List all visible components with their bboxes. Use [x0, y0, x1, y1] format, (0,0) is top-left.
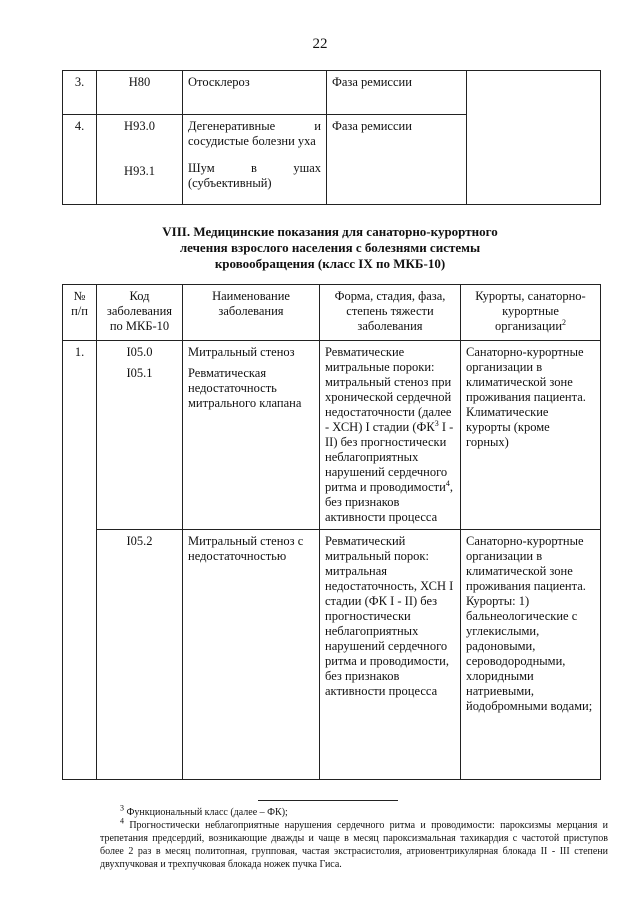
footnote-text: Прогностически неблагоприятные нарушения сердечного ритма и проводимости: пароксизмы мерцания и трепетания предсердий, возникающие дважды и чаще в месяц пароксизмальная тахикардия с частотой приступов более 2 раз в месяц политопная, групповая, частая экстрасистолия, атриовентрикулярная блокада II - III степени двухпучковая и трехпучковая блокада ножек пучка Гиса. — [100, 820, 608, 870]
section-title-line: VIII. Медицинские показания для санаторно-курортного — [162, 224, 498, 239]
disease-name: Митральный стеноз — [188, 345, 295, 359]
disease-name: Отосклероз — [183, 71, 327, 115]
icd-code: H93.0 — [124, 119, 155, 133]
header-code: Код заболевания по МКБ-10 — [97, 285, 183, 341]
header-num: № п/п — [63, 285, 97, 341]
footnote-4 — [100, 816, 608, 871]
icd-code: I05.0 — [126, 345, 153, 359]
header-name: Наименование заболевания — [183, 285, 320, 341]
resorts-description: Санаторно-курортные организации в климатической зоне проживания пациента. Курорты: 1) бальнеологические с углекислыми, радоновыми, сероводородными, хлоридными натриевыми, йодобромными водами; — [461, 530, 601, 780]
icd-codes — [97, 341, 183, 530]
table-circulatory — [62, 284, 601, 780]
footnote-divider — [258, 800, 398, 801]
footnote-mark: 4 — [120, 816, 124, 826]
icd-code: H93.1 — [124, 164, 155, 178]
header-resorts-text: Курорты, санаторно-курортные организации — [475, 289, 586, 333]
form-text: , без признаков активности процесса — [325, 480, 453, 524]
icd-codes — [97, 115, 183, 205]
disease-name: Митральный стеноз с недостаточностью — [183, 530, 320, 780]
table-otology — [62, 70, 601, 205]
row-number: 1. — [63, 341, 97, 780]
disease-names — [183, 115, 327, 205]
disease-name: Ревматическая недостаточность митрального клапана — [188, 366, 302, 410]
table-header-row — [63, 285, 601, 341]
form-text: Ревматические митральные пороки: митральный стеноз при хронической сердечной недостаточности (далее - ХСН) I стадии (ФК — [325, 345, 452, 434]
phase: Фаза ремиссии — [327, 71, 467, 115]
disease-names — [183, 341, 320, 530]
phase: Фаза ремиссии — [327, 115, 467, 205]
header-resorts — [461, 285, 601, 341]
row-number: 4. — [63, 115, 97, 205]
form-description: Ревматический митральный порок: митральная недостаточность, ХСН I стадии (ФК I - II) без прогностически неблагоприятных нарушений сердечного ритма и проводимости, без признаков активности процесса — [320, 530, 461, 780]
footnote-ref: 2 — [562, 317, 567, 327]
row-number: 3. — [63, 71, 97, 115]
table-row — [63, 71, 601, 115]
disease-name: Дегенеративные и сосудистые болезни уха — [188, 119, 321, 148]
resorts-cell — [467, 71, 601, 205]
footnote-mark: 3 — [120, 803, 124, 813]
form-text: I - II) без прогностически неблагоприятных нарушений сердечного ритма и проводимости — [325, 420, 454, 494]
resorts-description: Санаторно-курортные организации в климатической зоне проживания пациента. Климатические курорты (кроме горных) — [461, 341, 601, 530]
footnote-text: Функциональный класс (далее – ФК); — [124, 807, 288, 818]
page-number: 22 — [312, 36, 328, 52]
table-row — [63, 341, 601, 530]
footnote-ref: 3 — [434, 418, 439, 428]
header-form: Форма, стадия, фаза, степень тяжести заболевания — [320, 285, 461, 341]
section-title-line: кровообращения (класс IX по МКБ-10) — [214, 256, 446, 271]
footnotes — [100, 803, 608, 871]
icd-code: I05.1 — [126, 366, 153, 380]
section-title-line: лечения взрослого населения с болезнями системы — [179, 240, 481, 255]
disease-name: Шум в ушах (субъективный) — [188, 161, 321, 190]
icd-code: I05.2 — [97, 530, 183, 780]
icd-code: H80 — [97, 71, 183, 115]
table-row — [63, 530, 601, 780]
form-description — [320, 341, 461, 530]
footnote-3 — [100, 803, 608, 819]
footnote-ref: 4 — [445, 478, 450, 488]
section-title — [100, 224, 560, 272]
